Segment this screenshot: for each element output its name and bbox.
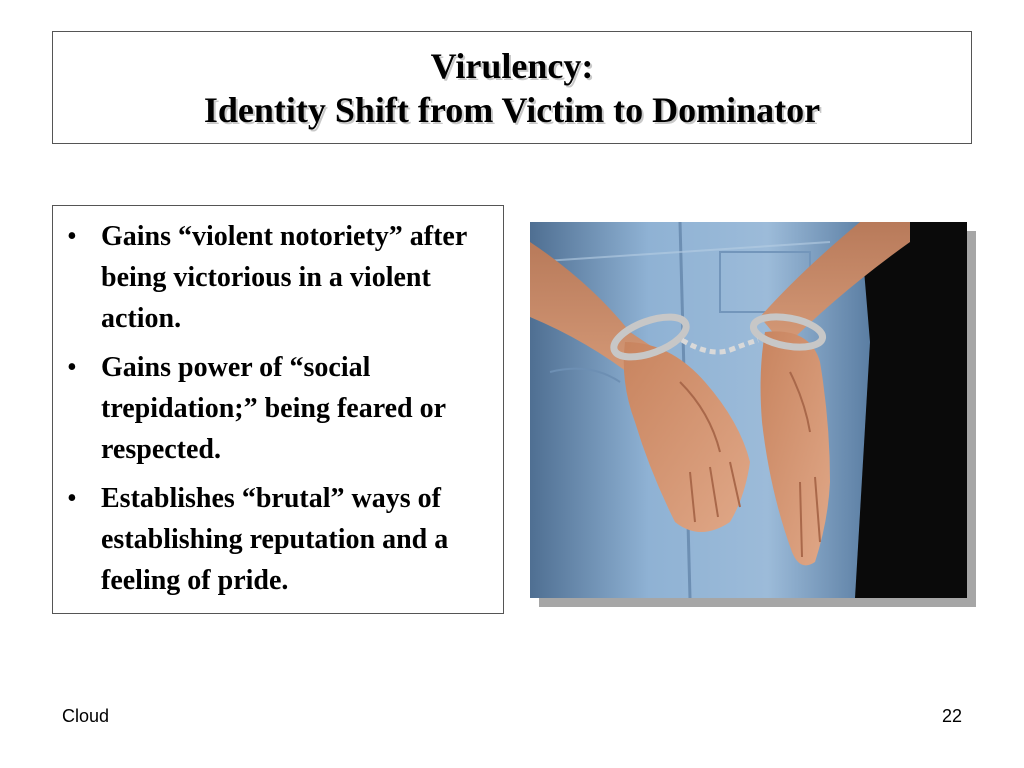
handcuffed-hands-illustration bbox=[530, 222, 967, 598]
footer-author: Cloud bbox=[62, 706, 110, 726]
bullet-item bbox=[67, 216, 485, 339]
bullet-text: Establishes “brutal” ways of establishing reputation and a feeling of pride. bbox=[101, 483, 449, 596]
bullet-item bbox=[67, 347, 485, 470]
handcuffed-hands-photo bbox=[530, 222, 967, 598]
bullet-text: Gains “violent notoriety” after being victorious in a violent action. bbox=[101, 221, 467, 334]
bullet-marker: • bbox=[67, 221, 77, 252]
title-line-1: Virulency: bbox=[430, 45, 594, 86]
bullet-text: Gains power of “social trepidation;” being feared or respected. bbox=[101, 352, 446, 465]
title-box bbox=[52, 31, 972, 144]
bullet-list bbox=[67, 216, 485, 601]
title-line-2: Identity Shift from Victim to Dominator bbox=[203, 89, 821, 130]
bullet-marker: • bbox=[67, 352, 77, 383]
slide-number: 22 bbox=[941, 706, 962, 726]
bullet-marker: • bbox=[67, 483, 77, 514]
bullet-item bbox=[67, 478, 485, 601]
content-box bbox=[52, 205, 504, 614]
